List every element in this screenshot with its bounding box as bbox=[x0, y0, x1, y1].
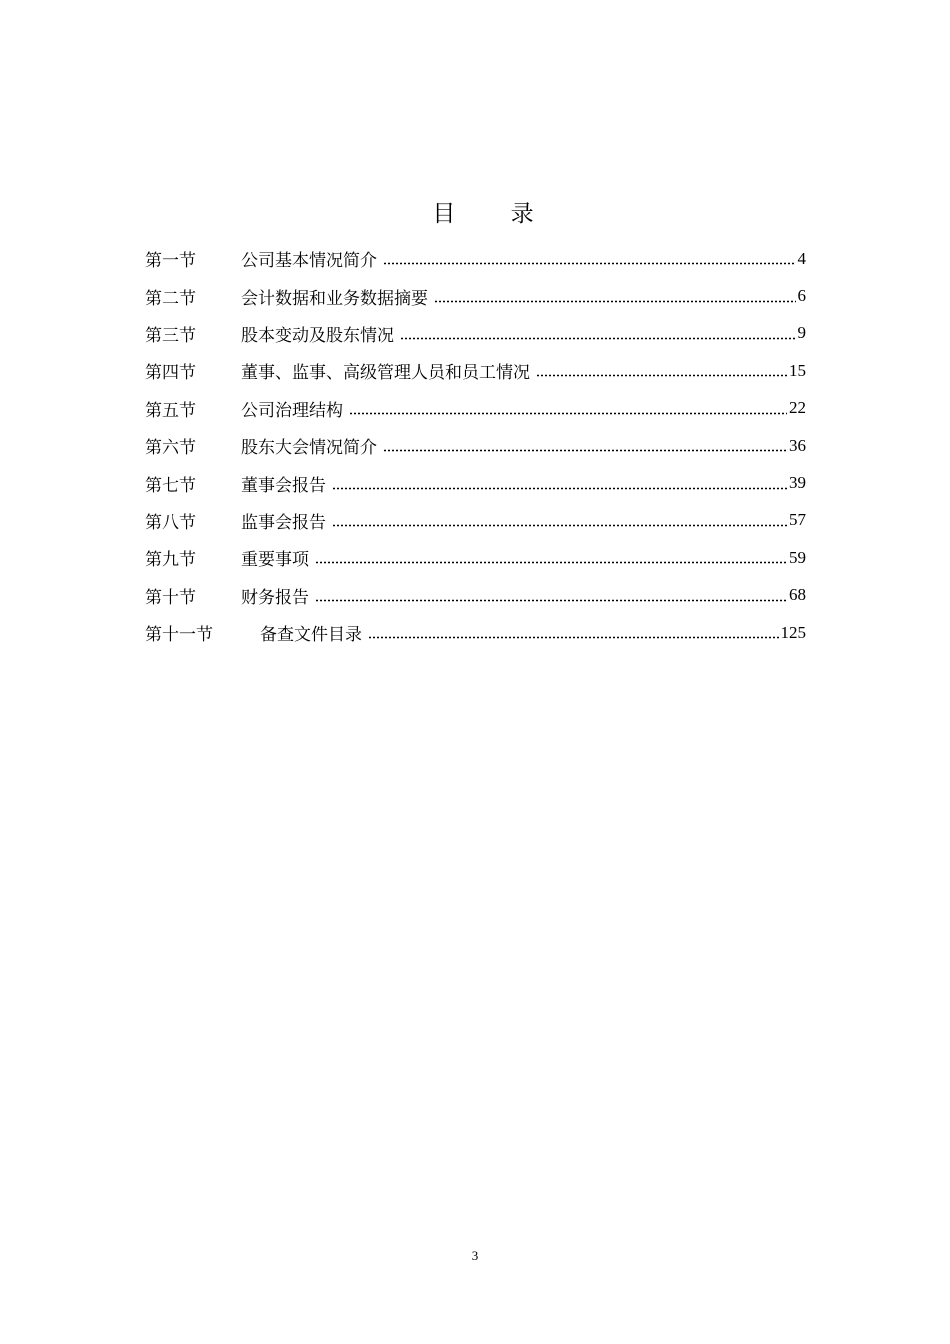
toc-page-number: 6 bbox=[797, 286, 806, 306]
toc-section-number: 第一节 bbox=[145, 251, 196, 272]
toc-title: 目 录 bbox=[432, 201, 558, 227]
toc-page-number: 4 bbox=[797, 248, 806, 268]
toc-page-number: 22 bbox=[789, 398, 806, 418]
page-number: 3 bbox=[471, 1248, 479, 1263]
dot-leader bbox=[332, 524, 787, 527]
toc-entry[interactable] bbox=[145, 352, 806, 389]
toc-entry[interactable] bbox=[145, 315, 806, 352]
toc-section-number: 第七节 bbox=[145, 475, 196, 496]
dot-leader bbox=[536, 374, 787, 377]
toc-section-title: 财务报告 bbox=[241, 587, 309, 608]
toc-section-number: 第五节 bbox=[145, 400, 196, 421]
dot-leader bbox=[383, 262, 796, 265]
toc-entry[interactable] bbox=[145, 502, 806, 539]
toc-page-number: 39 bbox=[789, 473, 806, 493]
toc-section-number: 第十节 bbox=[145, 587, 196, 608]
toc-section-title: 重要事项 bbox=[241, 550, 309, 571]
toc-entry[interactable] bbox=[145, 614, 806, 651]
dot-leader bbox=[383, 449, 787, 452]
toc-entry[interactable] bbox=[145, 390, 806, 427]
toc-entry[interactable] bbox=[145, 427, 806, 464]
dot-leader bbox=[400, 337, 796, 340]
toc-entry[interactable] bbox=[145, 577, 806, 614]
toc-page-number: 57 bbox=[789, 510, 806, 530]
toc-section-number: 第八节 bbox=[145, 512, 196, 533]
toc-section-title: 备查文件目录 bbox=[260, 625, 362, 646]
toc-entry[interactable] bbox=[145, 539, 806, 576]
toc-page-number: 15 bbox=[789, 360, 806, 380]
toc-section-title: 公司治理结构 bbox=[241, 400, 343, 421]
dot-leader bbox=[368, 636, 779, 639]
toc-section-title: 股本变动及股东情况 bbox=[241, 325, 394, 346]
toc-section-title: 股东大会情况简介 bbox=[241, 438, 377, 459]
toc-entry[interactable] bbox=[145, 464, 806, 501]
dot-leader bbox=[434, 300, 796, 303]
toc-section-title: 监事会报告 bbox=[241, 512, 326, 533]
toc-page-number: 36 bbox=[789, 435, 806, 455]
toc-page-number: 59 bbox=[789, 547, 806, 567]
toc-page-number: 9 bbox=[797, 323, 806, 343]
toc-section-title: 会计数据和业务数据摘要 bbox=[241, 288, 428, 309]
toc-page-number: 125 bbox=[780, 622, 806, 642]
toc-page-number: 68 bbox=[789, 585, 806, 605]
toc-list bbox=[145, 240, 806, 651]
toc-section-number: 第九节 bbox=[145, 550, 196, 571]
toc-entry[interactable] bbox=[145, 277, 806, 314]
dot-leader bbox=[332, 487, 787, 490]
dot-leader bbox=[315, 599, 787, 602]
toc-section-title: 公司基本情况简介 bbox=[241, 251, 377, 272]
toc-section-number: 第十一节 bbox=[145, 625, 213, 646]
toc-section-title: 董事、监事、高级管理人员和员工情况 bbox=[241, 363, 530, 384]
dot-leader bbox=[315, 561, 787, 564]
dot-leader bbox=[349, 412, 787, 415]
toc-section-number: 第二节 bbox=[145, 288, 196, 309]
toc-section-number: 第四节 bbox=[145, 363, 196, 384]
toc-section-title: 董事会报告 bbox=[241, 475, 326, 496]
toc-section-number: 第六节 bbox=[145, 438, 196, 459]
toc-entry[interactable] bbox=[145, 240, 806, 277]
toc-section-number: 第三节 bbox=[145, 325, 196, 346]
